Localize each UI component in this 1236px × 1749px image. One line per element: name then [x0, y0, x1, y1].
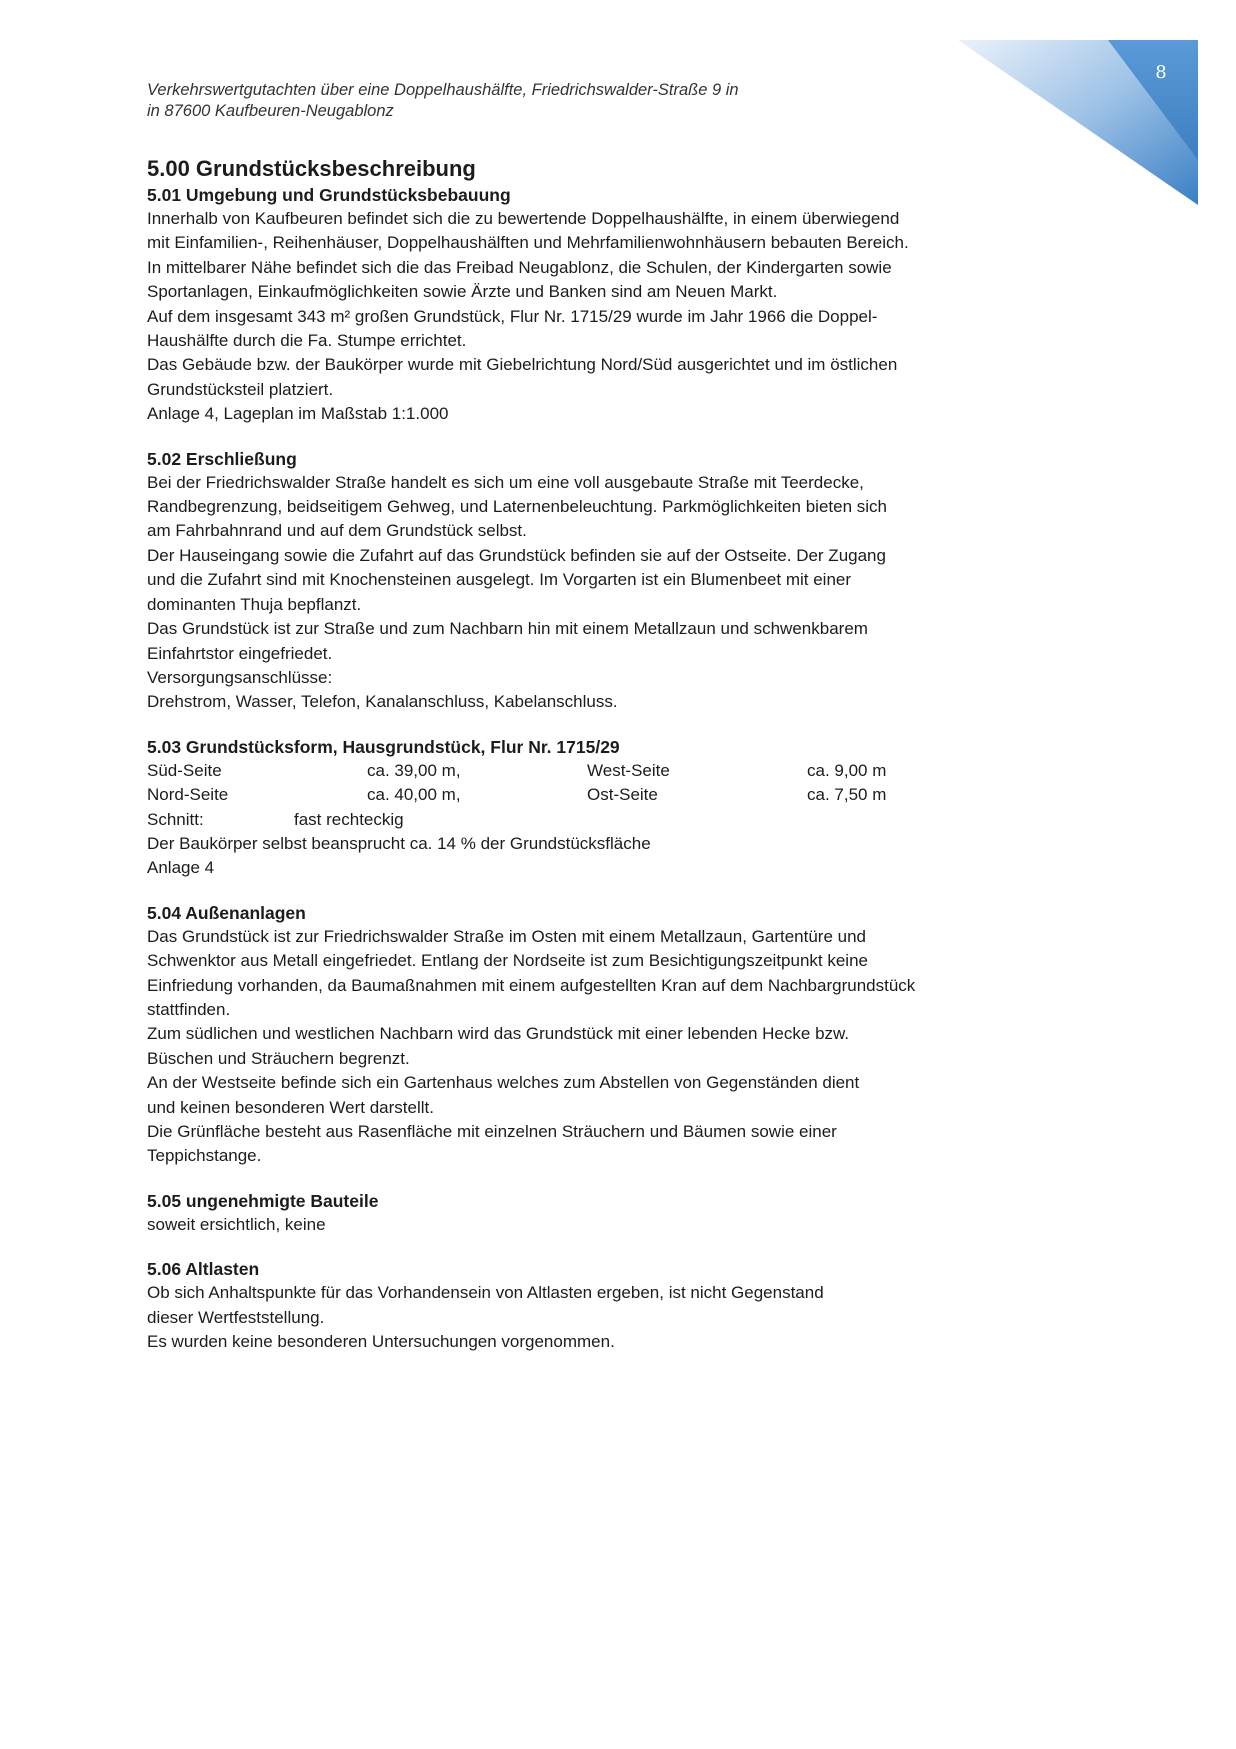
text-line: Einfriedung vorhanden, da Baumaßnahmen mit einem aufgestellten Kran auf dem Nachbargrundstück — [147, 975, 916, 995]
text-line: Drehstrom, Wasser, Telefon, Kanalanschluss, Kabelanschluss. — [147, 692, 618, 712]
text-line: In mittelbarer Nähe befindet sich die das Freibad Neugablonz, die Schulen, der Kindergarten sowie — [147, 257, 892, 277]
text-line: An der Westseite befinde sich ein Gartenhaus welches zum Abstellen von Gegenständen dient — [147, 1073, 860, 1093]
page-number: 8 — [1155, 62, 1167, 83]
text-line: Versorgungsanschlüsse: — [147, 667, 333, 687]
text-line: dieser Wertfeststellung. — [147, 1307, 325, 1327]
text-line: Anlage 4 — [147, 858, 215, 878]
dimension-row — [147, 759, 1097, 783]
text-line: Es wurden keine besonderen Untersuchungen vorgenommen. — [147, 1332, 615, 1352]
text-line: und keinen besonderen Wert darstellt. — [147, 1097, 434, 1117]
header-line-2: in 87600 Kaufbeuren-Neugablonz — [147, 102, 394, 120]
text-line: Ob sich Anhaltspunkte für das Vorhandensein von Altlasten ergeben, ist nicht Gegenstand — [147, 1283, 824, 1303]
text-line: Büschen und Sträuchern begrenzt. — [147, 1048, 410, 1068]
text-line: Das Gebäude bzw. der Baukörper wurde mit Giebelrichtung Nord/Süd ausgerichtet und im östlichen — [147, 355, 898, 375]
dimension-value: ca. 9,00 m — [807, 760, 887, 780]
dimension-side: West-Seite — [587, 760, 670, 780]
schnitt-value: fast rechteckig — [294, 809, 404, 829]
dimension-value: ca. 7,50 m — [807, 785, 887, 805]
main-content — [147, 155, 1097, 1354]
text-line: Zum südlichen und westlichen Nachbarn wird das Grundstück mit einer lebenden Hecke bzw. — [147, 1024, 850, 1044]
text-line: Innerhalb von Kaufbeuren befindet sich die zu bewertende Doppelhaushälfte, in einem überwiegend — [147, 209, 900, 228]
schnitt-label: Schnitt: — [147, 809, 204, 829]
heading-5-04: 5.04 Außenanlagen — [147, 902, 306, 923]
header-line-1: Verkehrswertgutachten über eine Doppelhaushälfte, Friedrichswalder-Straße 9 in — [147, 81, 739, 99]
dimension-side: Süd-Seite — [147, 760, 222, 780]
dimension-side: Ost-Seite — [587, 785, 658, 805]
text-line: Grundstücksteil platziert. — [147, 379, 334, 399]
heading-5-02: 5.02 Erschließung — [147, 448, 297, 469]
text-line: Einfahrtstor eingefriedet. — [147, 643, 333, 663]
text-line: stattfinden. — [147, 999, 231, 1019]
text-line: Teppichstange. — [147, 1146, 262, 1166]
heading-5-01: 5.01 Umgebung und Grundstücksbebauung — [147, 185, 511, 205]
running-header — [147, 80, 907, 122]
text-line: Haushälfte durch die Fa. Stumpe errichtet. — [147, 331, 467, 351]
dimension-side: Nord-Seite — [147, 785, 229, 805]
heading-5-03: 5.03 Grundstücksform, Hausgrundstück, Flur Nr. 1715/29 — [147, 736, 620, 757]
text-line: Anlage 4, Lageplan im Maßstab 1:1.000 — [147, 404, 449, 424]
text-line: soweit ersichtlich, keine — [147, 1214, 326, 1234]
schnitt-row — [147, 808, 1097, 832]
text-line: Das Grundstück ist zur Straße und zum Nachbarn hin mit einem Metallzaun und schwenkbarem — [147, 619, 868, 639]
text-line: Der Baukörper selbst beansprucht ca. 14 % der Grundstücksfläche — [147, 833, 651, 853]
text-line: Randbegrenzung, beidseitigem Gehweg, und Laternenbeleuchtung. Parkmöglichkeiten bieten sich — [147, 497, 887, 517]
text-line: Die Grünfläche besteht aus Rasenfläche mit einzelnen Sträuchern und Bäumen sowie einer — [147, 1122, 837, 1141]
text-line: Das Grundstück ist zur Friedrichswalder Straße im Osten mit einem Metallzaun, Gartentüre und — [147, 926, 866, 946]
heading-5-06: 5.06 Altlasten — [147, 1259, 260, 1280]
text-line: dominanten Thuja bepflanzt. — [147, 594, 362, 614]
dimension-value: ca. 40,00 m, — [367, 785, 461, 805]
text-line: am Fahrbahnrand und auf dem Grundstück selbst. — [147, 521, 527, 541]
dimension-row — [147, 783, 1097, 807]
section-title: 5.00 Grundstücksbeschreibung — [147, 156, 476, 181]
text-line: Bei der Friedrichswalder Straße handelt es sich um eine voll ausgebaute Straße mit Teerdecke, — [147, 472, 864, 492]
text-line: Sportanlagen, Einkaufmöglichkeiten sowie Ärzte und Banken sind am Neuen Markt. — [147, 282, 778, 302]
text-line: Der Hauseingang sowie die Zufahrt auf das Grundstück befinden sie auf der Ostseite. Der Zugang — [147, 545, 886, 565]
heading-5-05: 5.05 ungenehmigte Bauteile — [147, 1190, 379, 1211]
text-line: mit Einfamilien-, Reihenhäuser, Doppelhaushälften und Mehrfamilienwohnhäusern bebauten Bereich. — [147, 233, 909, 253]
dimension-value: ca. 39,00 m, — [367, 760, 461, 780]
text-line: Schwenktor aus Metall eingefriedet. Entlang der Nordseite ist zum Besichtigungszeitpunkt keine — [147, 951, 868, 971]
text-line: Auf dem insgesamt 343 m² großen Grundstück, Flur Nr. 1715/29 wurde im Jahr 1966 die Doppel- — [147, 306, 878, 326]
text-line: und die Zufahrt sind mit Knochensteinen ausgelegt. Im Vorgarten ist ein Blumenbeet mit einer — [147, 570, 852, 590]
